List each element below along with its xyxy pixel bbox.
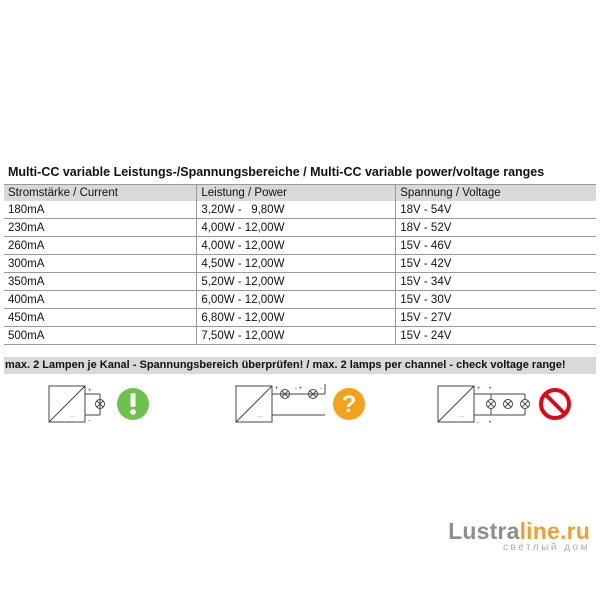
warning-banner: max. 2 Lampen je Kanal - Spannungsbereich überprüfen! / max. 2 lamps per channel - check voltage range! [4,357,596,374]
table-row [4,219,596,237]
wiring-diagram-two-lamps [235,380,375,430]
lamp-icon [487,400,496,409]
table-row [4,327,596,345]
table-header-row [4,185,596,202]
cell-voltage: 18V - 54V [396,201,596,219]
cell-power: 6,00W - 12,00W [197,291,396,309]
question-icon [333,388,365,420]
svg-text:~~~: ~~~ [70,414,76,418]
wiring-diagram-three-lamps [437,380,577,430]
svg-text:•: • [489,420,492,426]
lamp-icon [504,400,513,409]
cell-power: 5,20W - 12,00W [197,273,396,291]
cell-power: 6,80W - 12,00W [197,309,396,327]
watermark-logo [420,518,590,553]
lamp-icon [521,400,530,409]
cell-voltage: 15V - 42V [396,255,596,273]
cell-current: 230mA [4,219,197,237]
cell-voltage: 15V - 46V [396,237,596,255]
table-row [4,201,596,219]
watermark-main-part1: Lustra [448,518,520,544]
svg-text:~~~: ~~~ [459,414,465,418]
watermark-main-part2: line.ru [519,518,590,544]
cell-voltage: 18V - 52V [396,219,596,237]
column-header-voltage: Spannung / Voltage [396,185,596,202]
prohibited-icon [541,390,569,418]
svg-text:+: + [477,386,481,392]
cell-voltage: 15V - 24V [396,327,596,345]
cell-current: 350mA [4,273,197,291]
page-title: Multi-CC variable Leistungs-/Spannungsbereiche / Multi-CC variable power/voltage ranges [8,165,545,179]
svg-text:~~~: ~~~ [257,414,263,418]
cell-current: 180mA [4,201,197,219]
svg-text:- +: - + [295,386,303,392]
svg-text:-: - [320,386,322,392]
table-row [4,237,596,255]
cell-current: 500mA [4,327,197,345]
table-row [4,255,596,273]
svg-text:?: ? [341,391,357,418]
cell-current: 400mA [4,291,197,309]
column-header-current: Stromstärke / Current [4,185,197,202]
watermark-subtitle: светлый дом [503,542,590,553]
svg-text:•: • [489,386,492,392]
table-row [4,273,596,291]
svg-text:+: + [88,388,92,394]
wiring-diagram-one-lamp [48,380,168,430]
table-row [4,291,596,309]
exclamation-icon [117,388,149,420]
cell-voltage: 15V - 34V [396,273,596,291]
svg-text:-: - [477,420,479,426]
cell-current: 300mA [4,255,197,273]
cell-voltage: 15V - 30V [396,291,596,309]
cell-current: 260mA [4,237,197,255]
svg-text:+: + [275,386,279,392]
cell-power: 4,00W - 12,00W [197,219,396,237]
range-table [4,184,596,345]
column-header-power: Leistung / Power [197,185,396,202]
table-row [4,309,596,327]
cell-power: 3,20W - 9,80W [197,201,396,219]
cell-power: 4,50W - 12,00W [197,255,396,273]
cell-voltage: 15V - 27V [396,309,596,327]
cell-current: 450mA [4,309,197,327]
cell-power: 4,00W - 12,00W [197,237,396,255]
cell-power: 7,50W - 12,00W [197,327,396,345]
svg-text:-: - [88,418,90,424]
